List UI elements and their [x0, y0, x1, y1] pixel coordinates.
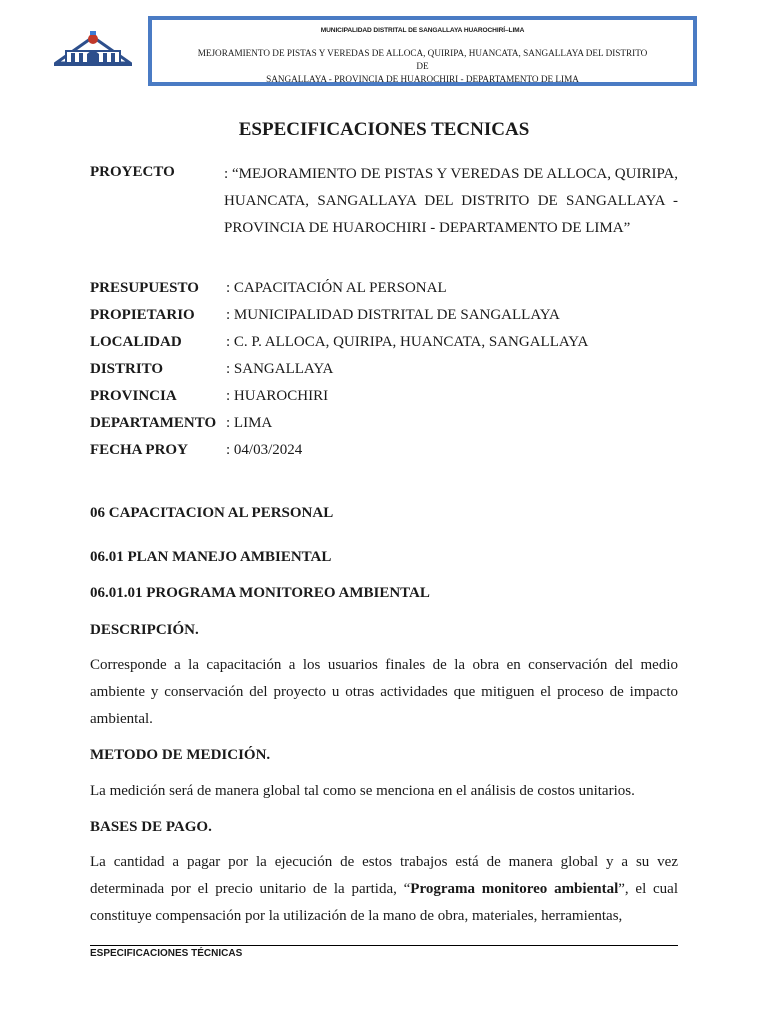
field-label-distrito: DISTRITO: [90, 361, 164, 377]
field-label-fecha: FECHA PROY: [90, 442, 188, 458]
header-subtitle: [192, 47, 653, 86]
field-value-localidad: : C. P. ALLOCA, QUIRIPA, HUANCATA, SANGALLAYA: [226, 334, 589, 350]
footer-divider: [90, 945, 678, 946]
section-heading-06-01-01: 06.01.01 PROGRAMA MONITOREO AMBIENTAL: [90, 585, 430, 601]
field-label-presupuesto: PRESUPUESTO: [90, 280, 199, 296]
bases-paragraph: [90, 849, 678, 930]
field-label-provincia: PROVINCIA: [90, 388, 177, 404]
metodo-heading: METODO DE MEDICIÓN.: [90, 747, 271, 763]
header-title: MUNICIPALIDAD DISTRITAL DE SANGALLAYA HUAROCHIRÍ–LIMA: [320, 27, 525, 34]
section-heading-06: 06 CAPACITACION AL PERSONAL: [90, 505, 334, 521]
field-value-propietario: : MUNICIPALIDAD DISTRITAL DE SANGALLAYA: [226, 307, 560, 323]
header-subtitle-line-2: SANGALLAYA - PROVINCIA DE HUAROCHIRI - DEPARTAMENTO DE LIMA: [266, 74, 579, 84]
project-value: : “MEJORAMIENTO DE PISTAS Y VEREDAS DE ALLOCA, QUIRIPA, HUANCATA, SANGALLAYA DEL DISTRITO DE SANGALLAYA - PROVINCIA DE HUAROCHIRI - DEPARTAMENTO DE LIMA”: [224, 166, 678, 236]
bases-text-before: La cantidad a pagar por la ejecución de estos trabajos está de manera global y a su vez determinada por el precio unitario de la partida, “: [90, 854, 678, 897]
descripcion-heading: DESCRIPCIÓN.: [90, 622, 199, 638]
field-value-departamento: : LIMA: [226, 415, 273, 431]
municipal-building-logo: [54, 27, 132, 67]
field-label-localidad: LOCALIDAD: [90, 334, 182, 350]
field-value-fecha: : 04/03/2024: [226, 442, 303, 458]
header-subtitle-line-1: MEJORAMIENTO DE PISTAS Y VEREDAS DE ALLOCA, QUIRIPA, HUANCATA, SANGALLAYA DEL DISTRITO DE: [197, 48, 648, 71]
section-heading-06-01: 06.01 PLAN MANEJO AMBIENTAL: [90, 549, 332, 565]
field-label-propietario: PROPIETARIO: [90, 307, 195, 323]
field-value-provincia: : HUAROCHIRI: [226, 388, 329, 404]
field-value-presupuesto: : CAPACITACIÓN AL PERSONAL: [226, 280, 447, 296]
project-label: PROYECTO: [90, 164, 175, 180]
bases-text-bold: Programa monitoreo ambiental: [410, 881, 619, 897]
document-title: ESPECIFICACIONES TECNICAS: [238, 119, 530, 140]
descripcion-paragraph: Corresponde a la capacitación a los usuarios finales de la obra en conservación del medio ambiente y conservación del proyecto u otras actividades que mitiguen el proceso de impacto ambiental.: [90, 657, 678, 727]
header-box: [148, 16, 697, 86]
bases-text-after: ”, el cual constituye compensación por la utilización de la mano de obra, materiales, herramientas,: [90, 881, 678, 924]
bases-heading: BASES DE PAGO.: [90, 819, 212, 835]
field-label-departamento: DEPARTAMENTO: [90, 415, 217, 431]
footer-text: ESPECIFICACIONES TÉCNICAS: [90, 948, 243, 959]
metodo-paragraph: La medición será de manera global tal como se menciona en el análisis de costos unitarios.: [90, 783, 635, 799]
field-value-distrito: : SANGALLAYA: [226, 361, 334, 377]
